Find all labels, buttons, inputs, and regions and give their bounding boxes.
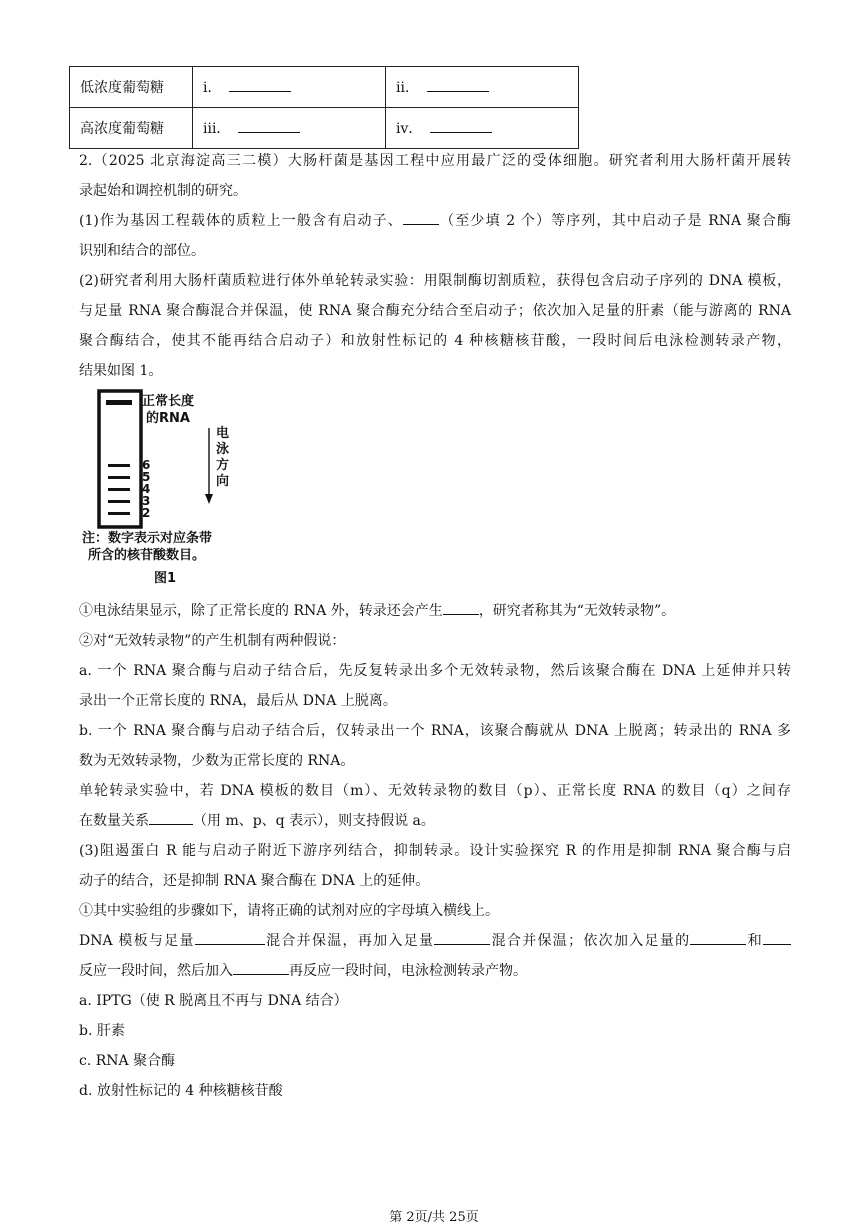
option-c: c. RNA 聚合酶 (79, 1053, 176, 1069)
gel-lane (99, 391, 141, 527)
direction-label: 泳 (216, 442, 230, 457)
text-segment: ，研究者称其为“无效转录物”。 (478, 603, 676, 619)
cell-numeral: ⅱ． (396, 80, 419, 96)
answer-blank (149, 812, 193, 825)
table-row (70, 67, 579, 108)
part1-line: 识别和结合的部位。 (79, 243, 205, 259)
table-cell-label: 低浓度葡萄糖 (70, 67, 193, 108)
cell-numeral: ⅳ． (396, 121, 423, 137)
part3-line: 动子的结合，还是抑制 RNA 聚合酶在 DNA 上的延伸。 (79, 873, 430, 889)
steps-line (79, 932, 791, 950)
question-intro-line: 2.（2025 北京海淀高三二模）大肠杆菌是基因工程中应用最广泛的受体细胞。研究者利用大肠杆菌开展转 (79, 153, 791, 169)
hypothesis-a-line: a. 一个 RNA 聚合酶与启动子结合后，先反复转录出多个无效转录物，然后该聚合酶在 DNA 上延伸并只转 (79, 663, 791, 679)
cell-numeral: ⅲ． (203, 121, 231, 137)
table-row (70, 108, 579, 149)
figure-note: 所含的核苷酸数目。 (88, 548, 206, 563)
band-label: 6 (142, 458, 151, 472)
direction-label: 电 (216, 426, 230, 441)
band-label: 3 (142, 494, 151, 508)
answer-blank (403, 212, 439, 225)
part1-line (79, 212, 791, 230)
text-segment: 反应一段时间，然后加入 (79, 963, 233, 979)
answer-blank (229, 79, 291, 92)
figure-note: 注：数字表示对应条带 (82, 531, 213, 546)
text-segment: (1)作为基因工程载体的质粒上一般含有启动子、 (79, 213, 403, 229)
part2-line: 聚合酶结合，使其不能再结合启动子）和放射性标记的 4 种核糖核苷酸，一段时间后电泳检测转录产物， (79, 333, 791, 349)
table-cell (193, 108, 386, 149)
text-segment: 再反应一段时间，电泳检测转录产物。 (289, 963, 527, 979)
answer-blank (690, 932, 746, 945)
option-b: b. 肝素 (79, 1023, 125, 1039)
text-segment: 在数量关系 (79, 813, 149, 829)
band-label: 4 (142, 482, 151, 496)
text-segment: 和 (746, 933, 764, 949)
answer-blank (443, 602, 479, 615)
glucose-table (69, 66, 579, 149)
quantity-line (79, 812, 791, 830)
hypothesis-a-line: 录出一个正常长度的 RNA，最后从 DNA 上脱离。 (79, 693, 397, 709)
table-cell (386, 108, 579, 149)
direction-label: 向 (216, 474, 230, 489)
text-segment: （用 m、p、q 表示），则支持假说 a。 (193, 813, 435, 829)
text-segment: ①电泳结果显示，除了正常长度的 RNA 外，转录还会产生 (79, 603, 443, 619)
option-d: d. 放射性标记的 4 种核糖核苷酸 (79, 1083, 283, 1099)
band-5 (108, 476, 130, 479)
answer-blank (434, 932, 490, 945)
text-segment: 混合并保温，再加入足量 (264, 933, 435, 949)
answer-blank (430, 120, 492, 133)
normal-rna-label: 的RNA (146, 411, 190, 426)
direction-label: 方 (216, 458, 230, 473)
table-cell (386, 67, 579, 108)
normal-rna-band (106, 400, 132, 405)
part2-line: (2)研究者利用大肠杆菌质粒进行体外单轮转录实验：用限制酶切割质粒，获得包含启动子序列的 DNA 模板， (79, 273, 791, 289)
figure-caption: 图1 (154, 571, 177, 586)
page-footer: 第 2页/共 25页 (389, 1210, 479, 1225)
option-a: a. IPTG（使 R 脱离且不再与 DNA 结合） (79, 993, 348, 1009)
quantity-line: 单轮转录实验中，若 DNA 模板的数目（m）、无效转录物的数目（p）、正常长度 RNA 的数目（q）之间存 (79, 783, 791, 799)
band-6 (108, 464, 130, 467)
part2-line: 与足量 RNA 聚合酶混合并保温，使 RNA 聚合酶充分结合至启动子；依次加入足量的肝素（能与游离的 RNA (79, 303, 791, 319)
hypothesis-b-line: 数为无效转录物，少数为正常长度的 RNA。 (79, 753, 355, 769)
table-cell (193, 67, 386, 108)
part3-line: ①其中实验组的步骤如下，请将正确的试剂对应的字母填入横线上。 (79, 903, 499, 919)
answer-blank (427, 79, 489, 92)
direction-arrow-head (205, 494, 213, 504)
answer-blank (233, 962, 289, 975)
question-intro-line: 录起始和调控机制的研究。 (79, 183, 247, 199)
sub1-line (79, 602, 791, 620)
band-label: 5 (142, 470, 151, 484)
cell-numeral: ⅰ． (203, 80, 222, 96)
part3-line: (3)阻遏蛋白 R 能与启动子附近下游序列结合，抑制转录。设计实验探究 R 的作用是抑制 RNA 聚合酶与启 (79, 843, 791, 859)
figure-1-gel (80, 388, 260, 598)
table-cell-label: 高浓度葡萄糖 (70, 108, 193, 149)
sub2-line: ②对“无效转录物”的产生机制有两种假说： (79, 633, 346, 649)
band-3 (108, 500, 130, 503)
part2-line: 结果如图 1。 (79, 363, 163, 379)
answer-blank (195, 932, 265, 945)
answer-blank (763, 932, 791, 945)
text-segment: DNA 模板与足量 (79, 933, 195, 949)
band-4 (108, 488, 130, 491)
band-2 (108, 512, 130, 515)
hypothesis-b-line: b. 一个 RNA 聚合酶与启动子结合后，仅转录出一个 RNA，该聚合酶就从 DNA 上脱离；转录出的 RNA 多 (79, 723, 791, 739)
answer-blank (238, 120, 300, 133)
normal-rna-label: 正常长度 (142, 394, 195, 409)
band-label: 2 (142, 506, 151, 520)
text-segment: （至少填 2 个）等序列，其中启动子是 RNA 聚合酶 (438, 213, 791, 229)
text-segment: 混合并保温；依次加入足量的 (490, 933, 691, 949)
steps-line (79, 962, 791, 980)
